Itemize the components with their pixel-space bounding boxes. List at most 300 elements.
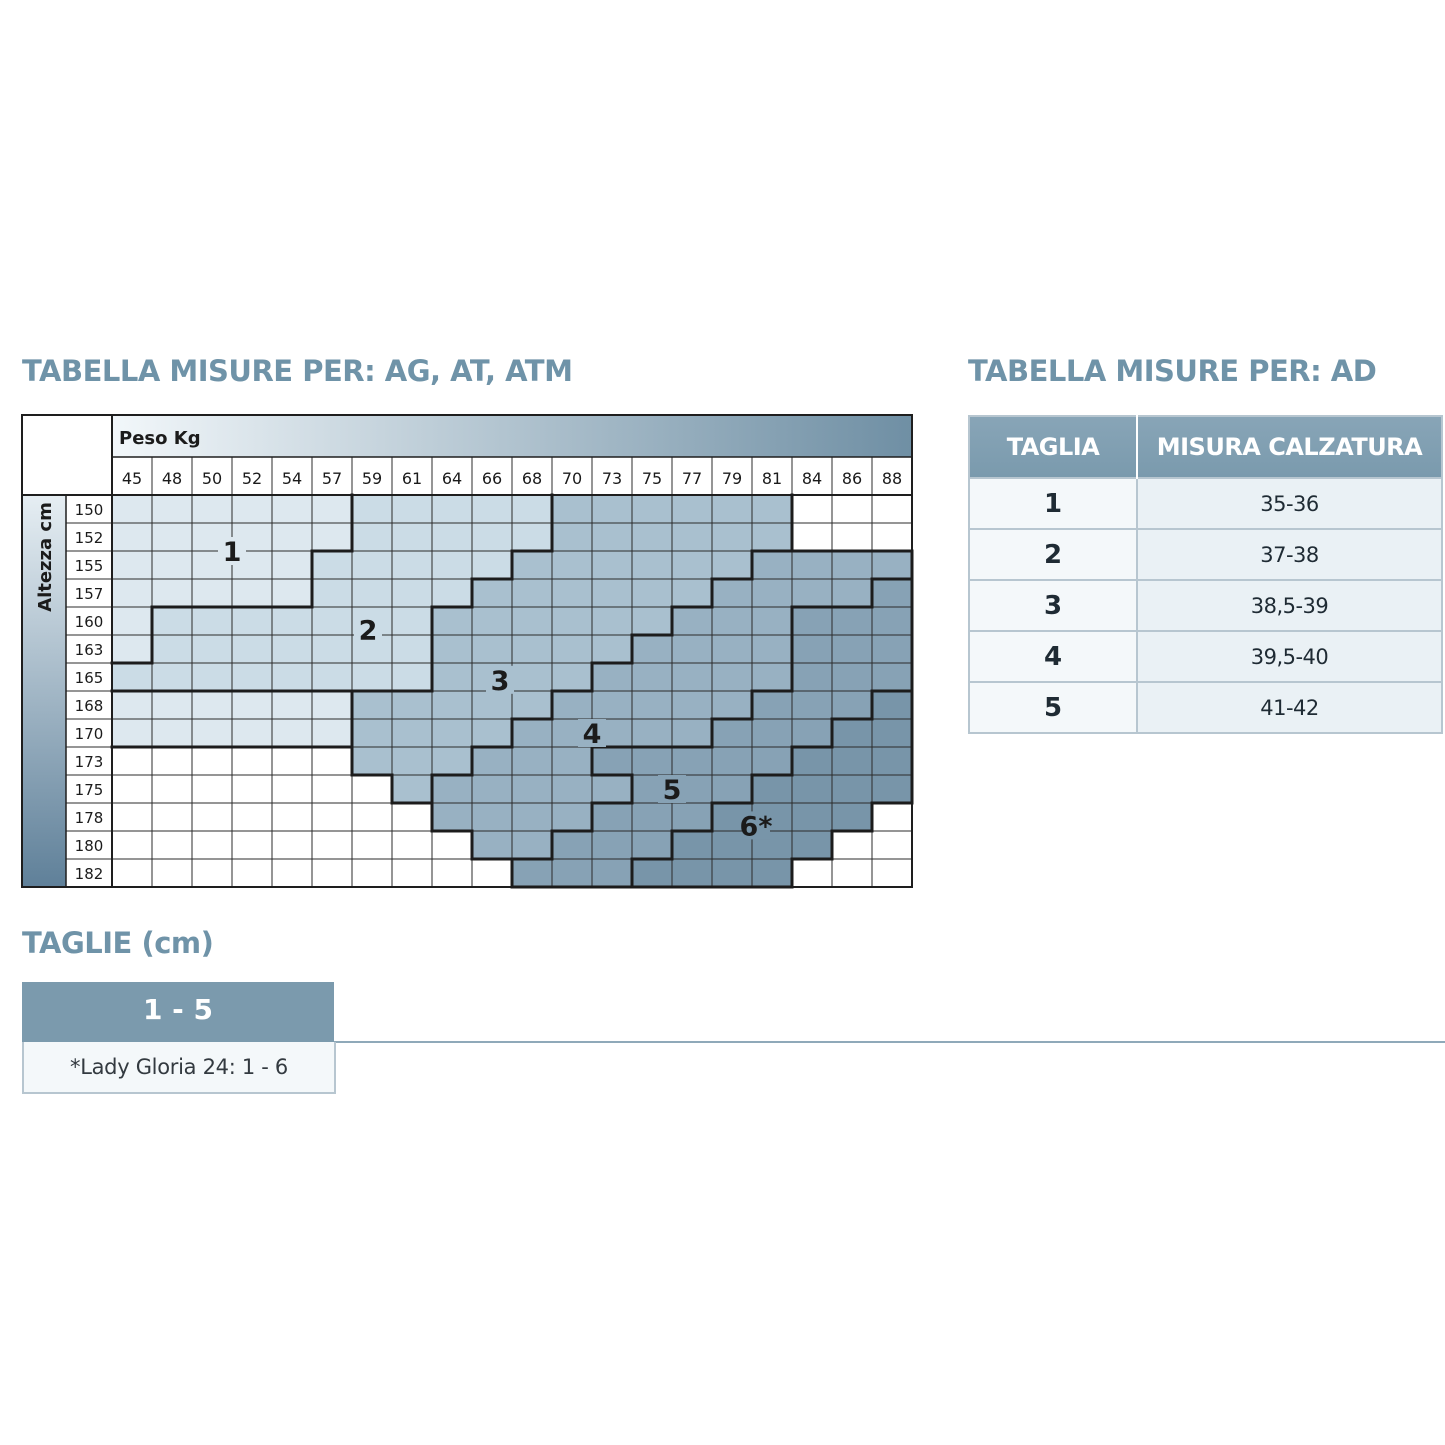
height-tick: 175 bbox=[74, 781, 104, 799]
grid-cell bbox=[472, 635, 512, 663]
grid-cell bbox=[392, 663, 432, 691]
grid-cell bbox=[272, 775, 312, 803]
grid-cell bbox=[632, 579, 672, 607]
grid-cell bbox=[112, 719, 152, 747]
divider-line bbox=[334, 1041, 1445, 1043]
grid-cell bbox=[192, 607, 232, 635]
grid-cell bbox=[832, 607, 872, 635]
table-row bbox=[969, 529, 1442, 580]
grid-cell bbox=[712, 635, 752, 663]
grid-cell bbox=[192, 691, 232, 719]
grid-cell bbox=[592, 691, 632, 719]
grid-cell bbox=[792, 691, 832, 719]
shoe-cell: 37-38 bbox=[1137, 529, 1442, 580]
grid-cell bbox=[432, 551, 472, 579]
grid-cell bbox=[272, 859, 312, 887]
grid-cell bbox=[232, 859, 272, 887]
grid-cell bbox=[232, 663, 272, 691]
weight-tick: 57 bbox=[321, 469, 343, 488]
grid-cell bbox=[192, 803, 232, 831]
grid-cell bbox=[472, 495, 512, 523]
grid-cell bbox=[352, 663, 392, 691]
grid-cell bbox=[152, 579, 192, 607]
grid-cell bbox=[312, 579, 352, 607]
grid-cell bbox=[352, 859, 392, 887]
grid-cell bbox=[272, 607, 312, 635]
grid-cell bbox=[512, 859, 552, 887]
grid-cell bbox=[672, 523, 712, 551]
grid-cell bbox=[512, 635, 552, 663]
grid-cell bbox=[792, 803, 832, 831]
grid-cell bbox=[392, 691, 432, 719]
height-tick: 173 bbox=[74, 753, 104, 771]
grid-cell bbox=[832, 551, 872, 579]
height-tick: 180 bbox=[74, 837, 104, 855]
grid-cell bbox=[152, 859, 192, 887]
grid-cell bbox=[832, 691, 872, 719]
grid-cell bbox=[752, 719, 792, 747]
height-tick: 155 bbox=[74, 557, 104, 575]
size-label: 3 bbox=[490, 665, 510, 697]
grid-cell bbox=[592, 747, 632, 775]
grid-cell bbox=[672, 663, 712, 691]
grid-cell bbox=[472, 831, 512, 859]
grid-cell bbox=[112, 635, 152, 663]
weight-tick: 75 bbox=[641, 469, 663, 488]
grid-cell bbox=[112, 495, 152, 523]
grid-cell bbox=[392, 775, 432, 803]
col-header-misura: MISURA CALZATURA bbox=[1137, 416, 1442, 478]
size-cell: 5 bbox=[969, 682, 1137, 733]
grid-cell bbox=[712, 663, 752, 691]
grid-cell bbox=[712, 579, 752, 607]
grid-cell bbox=[392, 831, 432, 859]
grid-cell bbox=[832, 523, 872, 551]
size-cell: 4 bbox=[969, 631, 1137, 682]
grid-cell bbox=[472, 747, 512, 775]
grid-cell bbox=[592, 579, 632, 607]
height-tick: 160 bbox=[74, 613, 104, 631]
grid-cell bbox=[432, 859, 472, 887]
grid-cell bbox=[552, 635, 592, 663]
grid-cell bbox=[232, 775, 272, 803]
grid-cell bbox=[552, 747, 592, 775]
grid-cell bbox=[512, 495, 552, 523]
grid-cell bbox=[392, 523, 432, 551]
grid-cell bbox=[232, 579, 272, 607]
grid-cell bbox=[872, 859, 912, 887]
weight-tick: 45 bbox=[121, 469, 143, 488]
grid-cell bbox=[672, 831, 712, 859]
grid-cell bbox=[152, 607, 192, 635]
grid-cell bbox=[112, 523, 152, 551]
grid-cell bbox=[872, 775, 912, 803]
grid-cell bbox=[872, 831, 912, 859]
grid-cell bbox=[752, 579, 792, 607]
grid-cell bbox=[672, 551, 712, 579]
grid-cell bbox=[272, 635, 312, 663]
weight-axis-label: Peso Kg bbox=[119, 428, 201, 449]
grid-cell bbox=[312, 775, 352, 803]
shoe-cell: 38,5-39 bbox=[1137, 580, 1442, 631]
grid-cell bbox=[672, 747, 712, 775]
grid-cell bbox=[592, 635, 632, 663]
grid-cell bbox=[312, 803, 352, 831]
grid-cell bbox=[512, 663, 552, 691]
grid-cell bbox=[232, 495, 272, 523]
grid-cell bbox=[512, 803, 552, 831]
grid-cell bbox=[752, 747, 792, 775]
grid-cell bbox=[272, 663, 312, 691]
grid-cell bbox=[592, 551, 632, 579]
grid-cell bbox=[192, 495, 232, 523]
grid-cell bbox=[312, 551, 352, 579]
grid-cell bbox=[112, 803, 152, 831]
grid-cell bbox=[352, 691, 392, 719]
size-cell: 3 bbox=[969, 580, 1137, 631]
grid-cell bbox=[752, 551, 792, 579]
grid-cell bbox=[512, 831, 552, 859]
grid-cell bbox=[712, 747, 752, 775]
grid-cell bbox=[312, 495, 352, 523]
grid-cell bbox=[472, 775, 512, 803]
height-tick: 165 bbox=[74, 669, 104, 687]
grid-cell bbox=[872, 607, 912, 635]
grid-cell bbox=[752, 859, 792, 887]
grid-cell bbox=[512, 691, 552, 719]
grid-cell bbox=[232, 691, 272, 719]
grid-cell bbox=[712, 523, 752, 551]
height-tick: 178 bbox=[74, 809, 104, 827]
weight-tick: 68 bbox=[521, 469, 543, 488]
grid-cell bbox=[352, 719, 392, 747]
grid-cell bbox=[112, 663, 152, 691]
grid-cell bbox=[712, 859, 752, 887]
weight-tick: 81 bbox=[761, 469, 783, 488]
grid-cell bbox=[552, 803, 592, 831]
grid-cell bbox=[752, 495, 792, 523]
grid-cell bbox=[872, 719, 912, 747]
grid-cell bbox=[312, 635, 352, 663]
grid-cell bbox=[272, 691, 312, 719]
grid-cell bbox=[392, 859, 432, 887]
grid-cell bbox=[792, 495, 832, 523]
grid-cell bbox=[312, 831, 352, 859]
grid-cell bbox=[632, 719, 672, 747]
weight-tick: 79 bbox=[721, 469, 743, 488]
grid-cell bbox=[112, 607, 152, 635]
grid-cell bbox=[232, 831, 272, 859]
grid-cell bbox=[512, 607, 552, 635]
grid-cell bbox=[392, 607, 432, 635]
grid-cell bbox=[272, 719, 312, 747]
grid-cell bbox=[632, 747, 672, 775]
grid-cell bbox=[472, 803, 512, 831]
grid-cell bbox=[792, 719, 832, 747]
grid-cell bbox=[152, 803, 192, 831]
grid-cell bbox=[192, 775, 232, 803]
grid-cell bbox=[632, 663, 672, 691]
weight-tick: 50 bbox=[201, 469, 223, 488]
grid-cell bbox=[232, 607, 272, 635]
grid-cell bbox=[512, 775, 552, 803]
grid-cell bbox=[632, 523, 672, 551]
table-row bbox=[969, 478, 1442, 529]
grid-cell bbox=[272, 803, 312, 831]
grid-cell bbox=[872, 523, 912, 551]
grid-cell bbox=[152, 691, 192, 719]
grid-cell bbox=[672, 859, 712, 887]
size-table-title: TABELLA MISURE PER: AG, AT, ATM bbox=[22, 354, 573, 388]
grid-cell bbox=[832, 495, 872, 523]
grid-cell bbox=[872, 691, 912, 719]
grid-cell bbox=[352, 831, 392, 859]
grid-cell bbox=[272, 523, 312, 551]
grid-cell bbox=[592, 663, 632, 691]
grid-cell bbox=[872, 663, 912, 691]
grid-cell bbox=[872, 635, 912, 663]
grid-cell bbox=[792, 831, 832, 859]
grid-cell bbox=[592, 803, 632, 831]
grid-cell bbox=[792, 523, 832, 551]
grid-cell bbox=[152, 719, 192, 747]
grid-cell bbox=[192, 719, 232, 747]
shoe-cell: 35-36 bbox=[1137, 478, 1442, 529]
table-row bbox=[969, 580, 1442, 631]
grid-cell bbox=[352, 551, 392, 579]
grid-cell bbox=[592, 607, 632, 635]
grid-cell bbox=[432, 803, 472, 831]
weight-tick: 88 bbox=[881, 469, 903, 488]
grid-cell bbox=[832, 719, 872, 747]
ad-table-title: TABELLA MISURE PER: AD bbox=[968, 354, 1377, 388]
grid-cell bbox=[792, 551, 832, 579]
grid-cell bbox=[792, 747, 832, 775]
shoe-cell: 41-42 bbox=[1137, 682, 1442, 733]
grid-cell bbox=[872, 747, 912, 775]
shoe-size-table bbox=[968, 415, 1443, 734]
grid-cell bbox=[312, 691, 352, 719]
grid-cell bbox=[312, 747, 352, 775]
grid-cell bbox=[592, 831, 632, 859]
weight-tick: 48 bbox=[161, 469, 183, 488]
height-tick: 152 bbox=[74, 529, 104, 547]
taglie-title: TAGLIE (cm) bbox=[22, 926, 214, 960]
grid-cell bbox=[432, 691, 472, 719]
size-label: 1 bbox=[222, 537, 242, 568]
grid-cell bbox=[472, 859, 512, 887]
grid-cell bbox=[312, 719, 352, 747]
grid-cell bbox=[152, 635, 192, 663]
grid-cell bbox=[832, 831, 872, 859]
grid-cell bbox=[432, 747, 472, 775]
grid-cell bbox=[712, 775, 752, 803]
grid-cell bbox=[552, 831, 592, 859]
weight-tick: 52 bbox=[241, 469, 263, 488]
size-label: 6* bbox=[739, 811, 773, 843]
grid-cell bbox=[112, 691, 152, 719]
grid-cell bbox=[632, 607, 672, 635]
grid-cell bbox=[752, 691, 792, 719]
grid-cell bbox=[472, 607, 512, 635]
grid-cell bbox=[632, 495, 672, 523]
weight-header-band bbox=[112, 415, 912, 457]
size-cell: 2 bbox=[969, 529, 1137, 580]
grid-cell bbox=[232, 719, 272, 747]
grid-cell bbox=[832, 579, 872, 607]
table-row bbox=[969, 631, 1442, 682]
grid-cell bbox=[192, 747, 232, 775]
grid-cell bbox=[552, 495, 592, 523]
grid-cell bbox=[472, 719, 512, 747]
grid-cell bbox=[392, 635, 432, 663]
grid-cell bbox=[392, 495, 432, 523]
grid-cell bbox=[632, 551, 672, 579]
taglie-range: 1 - 5 bbox=[22, 982, 334, 1042]
grid-cell bbox=[512, 747, 552, 775]
grid-cell bbox=[552, 607, 592, 635]
grid-cell bbox=[632, 635, 672, 663]
grid-cell bbox=[792, 635, 832, 663]
size-cell: 1 bbox=[969, 478, 1137, 529]
weight-tick: 77 bbox=[681, 469, 703, 488]
size-label: 2 bbox=[358, 615, 378, 647]
size-label: 5 bbox=[662, 775, 682, 806]
grid-cell bbox=[592, 775, 632, 803]
grid-cell bbox=[112, 831, 152, 859]
grid-cell bbox=[392, 551, 432, 579]
grid-cell bbox=[792, 607, 832, 635]
grid-cell bbox=[672, 607, 712, 635]
weight-tick: 59 bbox=[361, 469, 383, 488]
grid-cell bbox=[672, 579, 712, 607]
grid-cell bbox=[192, 635, 232, 663]
grid-cell bbox=[272, 579, 312, 607]
grid-cell bbox=[552, 523, 592, 551]
grid-cell bbox=[832, 663, 872, 691]
grid-cell bbox=[672, 691, 712, 719]
grid-cell bbox=[752, 663, 792, 691]
grid-cell bbox=[632, 691, 672, 719]
grid-cell bbox=[232, 803, 272, 831]
weight-tick: 54 bbox=[281, 469, 303, 488]
grid-cell bbox=[872, 551, 912, 579]
grid-cell bbox=[472, 523, 512, 551]
weight-tick: 70 bbox=[561, 469, 583, 488]
grid-cell bbox=[432, 495, 472, 523]
grid-cell bbox=[192, 859, 232, 887]
grid-cell bbox=[712, 495, 752, 523]
grid-cell bbox=[352, 523, 392, 551]
grid-cell bbox=[512, 551, 552, 579]
height-tick: 157 bbox=[74, 585, 104, 603]
grid-cell bbox=[792, 663, 832, 691]
grid-cell bbox=[552, 579, 592, 607]
grid-cell bbox=[592, 523, 632, 551]
size-label: 4 bbox=[582, 719, 602, 750]
grid-cell bbox=[152, 663, 192, 691]
grid-cell bbox=[432, 607, 472, 635]
height-tick: 163 bbox=[74, 641, 104, 659]
grid-cell bbox=[112, 579, 152, 607]
grid-cell bbox=[672, 719, 712, 747]
grid-cell bbox=[792, 579, 832, 607]
grid-cell bbox=[312, 663, 352, 691]
grid-cell bbox=[672, 803, 712, 831]
grid-cell bbox=[552, 859, 592, 887]
table-row bbox=[969, 682, 1442, 733]
grid-cell bbox=[312, 859, 352, 887]
grid-cell bbox=[112, 859, 152, 887]
grid-cell bbox=[872, 803, 912, 831]
grid-cell bbox=[552, 775, 592, 803]
grid-cell bbox=[392, 803, 432, 831]
grid-cell bbox=[872, 579, 912, 607]
grid-cell bbox=[192, 579, 232, 607]
grid-cell bbox=[152, 775, 192, 803]
grid-cell bbox=[752, 607, 792, 635]
grid-cell bbox=[432, 663, 472, 691]
grid-cell bbox=[632, 831, 672, 859]
grid-cell bbox=[152, 831, 192, 859]
grid-cell bbox=[592, 495, 632, 523]
weight-tick: 64 bbox=[441, 469, 463, 488]
height-tick: 150 bbox=[74, 501, 104, 519]
grid-cell bbox=[112, 747, 152, 775]
grid-cell bbox=[792, 775, 832, 803]
grid-cell bbox=[352, 579, 392, 607]
grid-cell bbox=[832, 775, 872, 803]
height-tick: 182 bbox=[74, 865, 104, 883]
grid-cell bbox=[712, 691, 752, 719]
grid-cell bbox=[192, 663, 232, 691]
grid-cell bbox=[232, 747, 272, 775]
grid-cell bbox=[632, 803, 672, 831]
grid-cell bbox=[472, 579, 512, 607]
grid-cell bbox=[752, 635, 792, 663]
grid-cell bbox=[832, 635, 872, 663]
grid-cell bbox=[512, 579, 552, 607]
grid-cell bbox=[272, 831, 312, 859]
grid-cell bbox=[272, 551, 312, 579]
grid-cell bbox=[352, 747, 392, 775]
height-axis-label: Altezza cm bbox=[35, 502, 56, 612]
grid-cell bbox=[112, 551, 152, 579]
grid-cell bbox=[432, 831, 472, 859]
weight-tick: 84 bbox=[801, 469, 823, 488]
grid-cell bbox=[872, 495, 912, 523]
grid-cell bbox=[472, 551, 512, 579]
grid-cell bbox=[272, 747, 312, 775]
grid-cell bbox=[552, 691, 592, 719]
grid-cell bbox=[672, 635, 712, 663]
weight-tick: 73 bbox=[601, 469, 623, 488]
height-tick: 170 bbox=[74, 725, 104, 743]
grid-cell bbox=[432, 775, 472, 803]
grid-cell bbox=[832, 859, 872, 887]
grid-cell bbox=[432, 719, 472, 747]
grid-cell bbox=[792, 859, 832, 887]
grid-cell bbox=[712, 719, 752, 747]
grid-cell bbox=[112, 775, 152, 803]
grid-cell bbox=[632, 859, 672, 887]
grid-cell bbox=[432, 635, 472, 663]
grid-cell bbox=[152, 495, 192, 523]
grid-cell bbox=[552, 551, 592, 579]
shoe-cell: 39,5-40 bbox=[1137, 631, 1442, 682]
grid-cell bbox=[832, 803, 872, 831]
grid-cell bbox=[392, 747, 432, 775]
